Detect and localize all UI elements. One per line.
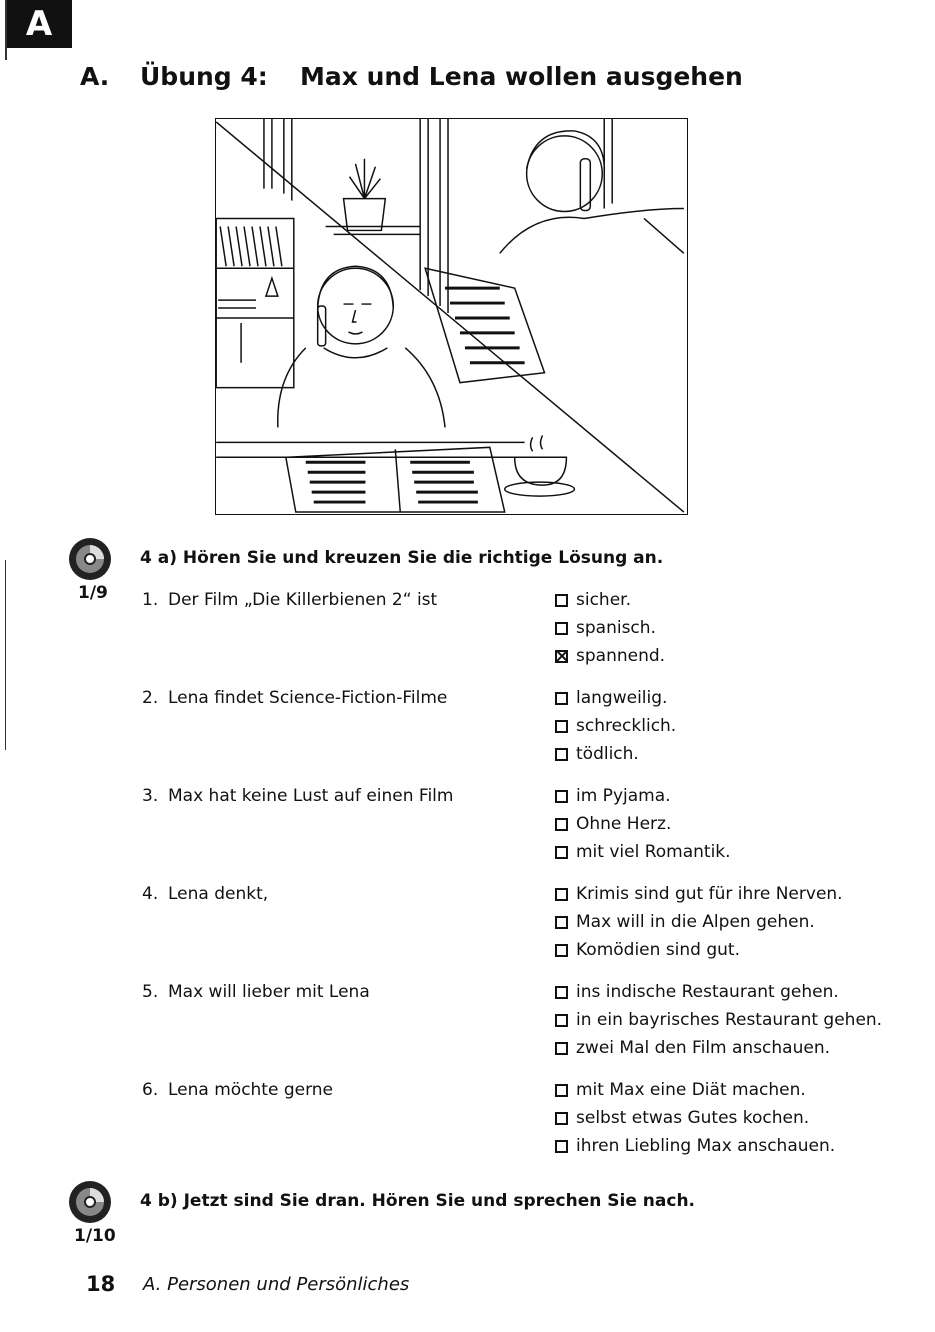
options-question-4 — [555, 880, 843, 964]
checkbox[interactable] — [555, 846, 568, 859]
checkbox[interactable] — [555, 888, 568, 901]
answer-option[interactable]: mit viel Romantik. — [555, 838, 731, 866]
checkbox[interactable] — [555, 944, 568, 957]
answer-option[interactable]: zwei Mal den Film anschauen. — [555, 1034, 882, 1062]
answer-option[interactable]: Komödien sind gut. — [555, 936, 843, 964]
options-question-5 — [555, 978, 882, 1062]
track-number: 1/10 — [74, 1226, 116, 1246]
illustration — [215, 118, 688, 515]
answer-option[interactable]: ihren Liebling Max anschauen. — [555, 1132, 835, 1160]
options-question-6 — [555, 1076, 835, 1160]
checkbox-checked[interactable] — [555, 650, 568, 663]
page-edge-line — [5, 560, 6, 750]
answer-option[interactable]: tödlich. — [555, 740, 676, 768]
answer-option[interactable]: sicher. — [555, 586, 665, 614]
section-tab: A — [6, 0, 72, 48]
checkbox[interactable] — [555, 1140, 568, 1153]
answer-option[interactable]: spannend. — [555, 642, 665, 670]
answer-option[interactable]: ins indische Restaurant gehen. — [555, 978, 882, 1006]
options-question-1 — [555, 586, 665, 670]
phone-call-drawing — [216, 119, 687, 514]
answer-option[interactable]: langweilig. — [555, 684, 676, 712]
section-label: A. — [80, 62, 110, 91]
answer-option[interactable]: Krimis sind gut für ihre Nerven. — [555, 880, 843, 908]
question-1: 1. Der Film „Die Killerbienen 2“ ist — [142, 590, 438, 610]
options-question-2 — [555, 684, 676, 768]
answer-option[interactable]: Max will in die Alpen gehen. — [555, 908, 843, 936]
checkbox[interactable] — [555, 986, 568, 999]
answer-option[interactable]: Ohne Herz. — [555, 810, 731, 838]
audio-cd-icon — [68, 537, 112, 581]
exercise-label: Übung 4: — [140, 62, 268, 91]
checkbox[interactable] — [555, 1084, 568, 1097]
question-5: 5. Max will lieber mit Lena — [142, 982, 370, 1002]
answer-option[interactable]: spanisch. — [555, 614, 665, 642]
page-title: Max und Lena wollen ausgehen — [300, 62, 743, 91]
checkbox[interactable] — [555, 720, 568, 733]
checkbox[interactable] — [555, 622, 568, 635]
checkbox[interactable] — [555, 1042, 568, 1055]
answer-option[interactable]: schrecklich. — [555, 712, 676, 740]
question-2: 2. Lena findet Science-Fiction-Filme — [142, 688, 448, 708]
checkbox[interactable] — [555, 790, 568, 803]
instruction-4b: 4 b) Jetzt sind Sie dran. Hören Sie und sprechen Sie nach. — [140, 1191, 695, 1211]
checkbox[interactable] — [555, 692, 568, 705]
answer-option[interactable]: mit Max eine Diät machen. — [555, 1076, 835, 1104]
chapter-title: A. Personen und Persönliches — [143, 1274, 410, 1295]
answer-option[interactable]: in ein bayrisches Restaurant gehen. — [555, 1006, 882, 1034]
audio-cd-icon — [68, 1180, 112, 1224]
track-number: 1/9 — [78, 583, 108, 603]
options-question-3 — [555, 782, 731, 866]
page-edge-line — [5, 0, 7, 60]
question-4: 4. Lena denkt, — [142, 884, 269, 904]
checkbox[interactable] — [555, 1112, 568, 1125]
question-3: 3. Max hat keine Lust auf einen Film — [142, 786, 454, 806]
answer-option[interactable]: im Pyjama. — [555, 782, 731, 810]
checkbox[interactable] — [555, 1014, 568, 1027]
checkbox[interactable] — [555, 748, 568, 761]
checkbox[interactable] — [555, 916, 568, 929]
instruction-4a: 4 a) Hören Sie und kreuzen Sie die richtige Lösung an. — [140, 548, 664, 568]
page-number: 18 — [86, 1272, 116, 1296]
checkbox[interactable] — [555, 818, 568, 831]
checkbox[interactable] — [555, 594, 568, 607]
answer-option[interactable]: selbst etwas Gutes kochen. — [555, 1104, 835, 1132]
question-6: 6. Lena möchte gerne — [142, 1080, 334, 1100]
